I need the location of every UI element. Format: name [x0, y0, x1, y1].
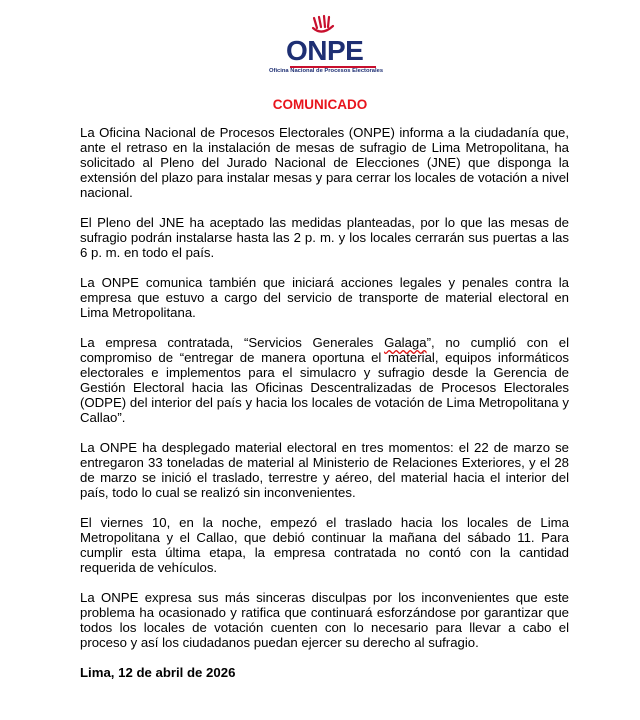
paragraph-6: El viernes 10, en la noche, empezó el traslado hacia los locales de Lima Metropolitana y el Callao, que debió continuar la mañana del sábado 11. Para cumplir esta última etapa, la empresa contratada no contó con la cantidad requerida de vehículos.: [80, 515, 569, 575]
document-title: COMUNICADO: [272, 97, 368, 112]
paragraph-4: [80, 335, 569, 425]
document-body: [80, 125, 569, 695]
paragraph-5: La ONPE ha desplegado material electoral en tres momentos: el 22 de marzo se entregaron 33 toneladas de material al Ministerio de Relaciones Exteriores, y el 28 de marzo se inició el traslado, terrestre y aéreo, del material hacia el interior del país, todo lo cual se realizó sin inconvenientes.: [80, 440, 569, 500]
logo-subtitle: Oficina Nacional de Procesos Electorales: [269, 68, 384, 74]
paragraph-4-before: La empresa contratada, “Servicios Generales: [80, 335, 385, 350]
signoff-date: Lima, 12 de abril de 2026: [80, 665, 236, 680]
onpe-logo: [258, 14, 398, 78]
paragraph-2: El Pleno del JNE ha aceptado las medidas planteadas, por lo que las mesas de sufragio podrán instalarse hasta las 2 p. m. y los locales cerrarán sus puertas a las 6 p. m. en todo el país.: [80, 215, 569, 260]
paragraph-1: La Oficina Nacional de Procesos Electorales (ONPE) informa a la ciudadanía que, ante el retraso en la instalación de mesas de sufragio de Lima Metropolitana, ha solicitado al Pleno del Jurado Nacional de Elecciones (JNE) que disponga la extensión del plazo para instalar mesas y para cerrar los locales de votación a nivel nacional.: [80, 125, 569, 200]
paragraph-7: La ONPE expresa sus más sinceras disculpas por los inconvenientes que este problema ha ocasionado y ratifica que continuará esforzándose por garantizar que todos los locales de votación cuenten con lo necesario para llevar a cabo el proceso y así los ciudadanos puedan ejercer su derecho al sufragio.: [80, 590, 569, 650]
paragraph-3: La ONPE comunica también que iniciará acciones legales y penales contra la empresa que estuvo a cargo del servicio de transporte de material electoral en Lima Metropolitana.: [80, 275, 569, 320]
company-name: Galaga: [384, 335, 427, 350]
paragraph-4-after: ”, no cumplió con el compromiso de “entregar de manera oportuna el material, equipos informáticos electorales e implementos para el simulacro y sufragio desde la Gerencia de Gestión Electoral hacia las Oficinas Descentralizadas de Procesos Electorales (ODPE) del interior del país y hacia los locales de votación de Lima Metropolitana y Callao”.: [80, 335, 569, 425]
logo-wordmark: ONPE: [286, 35, 364, 66]
